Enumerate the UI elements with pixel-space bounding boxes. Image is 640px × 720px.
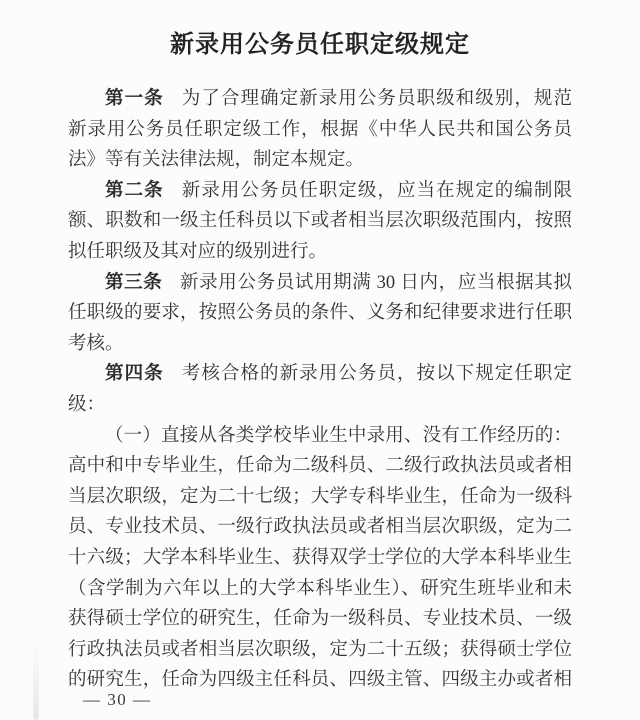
text-line: 当层次职级，定为二十七级；大学专科毕业生，任命为一级科 (68, 486, 572, 507)
document-title: 新录用公务员任职定级规定 (170, 32, 470, 58)
line-text: 为了合理确定新录用公务员职级和级别，规范 (180, 89, 572, 109)
text-line: 员、专业技术员、一级行政执法员或者相当层次职级，定为二 (68, 517, 572, 538)
text-line: 行政执法员或者相当层次职级，定为二十五级；获得硕士学位 (68, 639, 572, 660)
text-line (68, 84, 572, 115)
text-line: 的研究生，任命为四级主任科员、四级主管、四级主办或者相 (68, 670, 572, 691)
line-text: 考核合格的新录用公务员，按以下规定任职定 (180, 364, 572, 385)
text-line: 获得硕士学位的研究生，任命为一级科员、专业技术员、一级 (68, 609, 572, 630)
text-line (68, 176, 572, 207)
text-line: 考核。 (68, 333, 124, 354)
text-line (68, 359, 572, 390)
article-label: 第四条 (105, 364, 164, 385)
scan-artifact (33, 642, 39, 720)
text-line: 法》等有关法律法规，制定本规定。 (68, 150, 365, 171)
text-line: 级： (68, 394, 106, 415)
article-label: 第三条 (105, 272, 163, 293)
document-body (68, 84, 572, 696)
text-line: 拟任职级及其对应的级别进行。 (68, 241, 328, 262)
article-label: 第二条 (105, 180, 164, 201)
text-line: 高中和中专毕业生，任命为二级科员、二级行政执法员或者相 (68, 456, 572, 477)
page-number: — 30 — (83, 690, 152, 709)
text-line: （含学制为六年以上的大学本科毕业生）、研究生班毕业和未 (68, 578, 572, 599)
line-text: 新录用公务员任职定级，应当在规定的编制限 (180, 180, 572, 201)
article-label: 第一条 (105, 89, 164, 109)
text-line: 新录用公务员任职定级工作，根据《中华人民共和国公务员 (68, 119, 572, 140)
text-line: 任职级的要求，按照公务员的条件、义务和纪律要求进行任职 (68, 303, 572, 324)
text-line: 额、职数和一级主任科员以下或者相当层次职级范围内，按照 (68, 211, 572, 232)
text-line: 十六级；大学本科毕业生、获得双学士学位的大学本科毕业生 (68, 547, 572, 568)
text-line: （一）直接从各类学校毕业生中录用、没有工作经历的： (105, 425, 572, 446)
line-text: 新录用公务员试用期满 30 日内，应当根据其拟 (179, 272, 572, 293)
text-line (68, 268, 572, 299)
